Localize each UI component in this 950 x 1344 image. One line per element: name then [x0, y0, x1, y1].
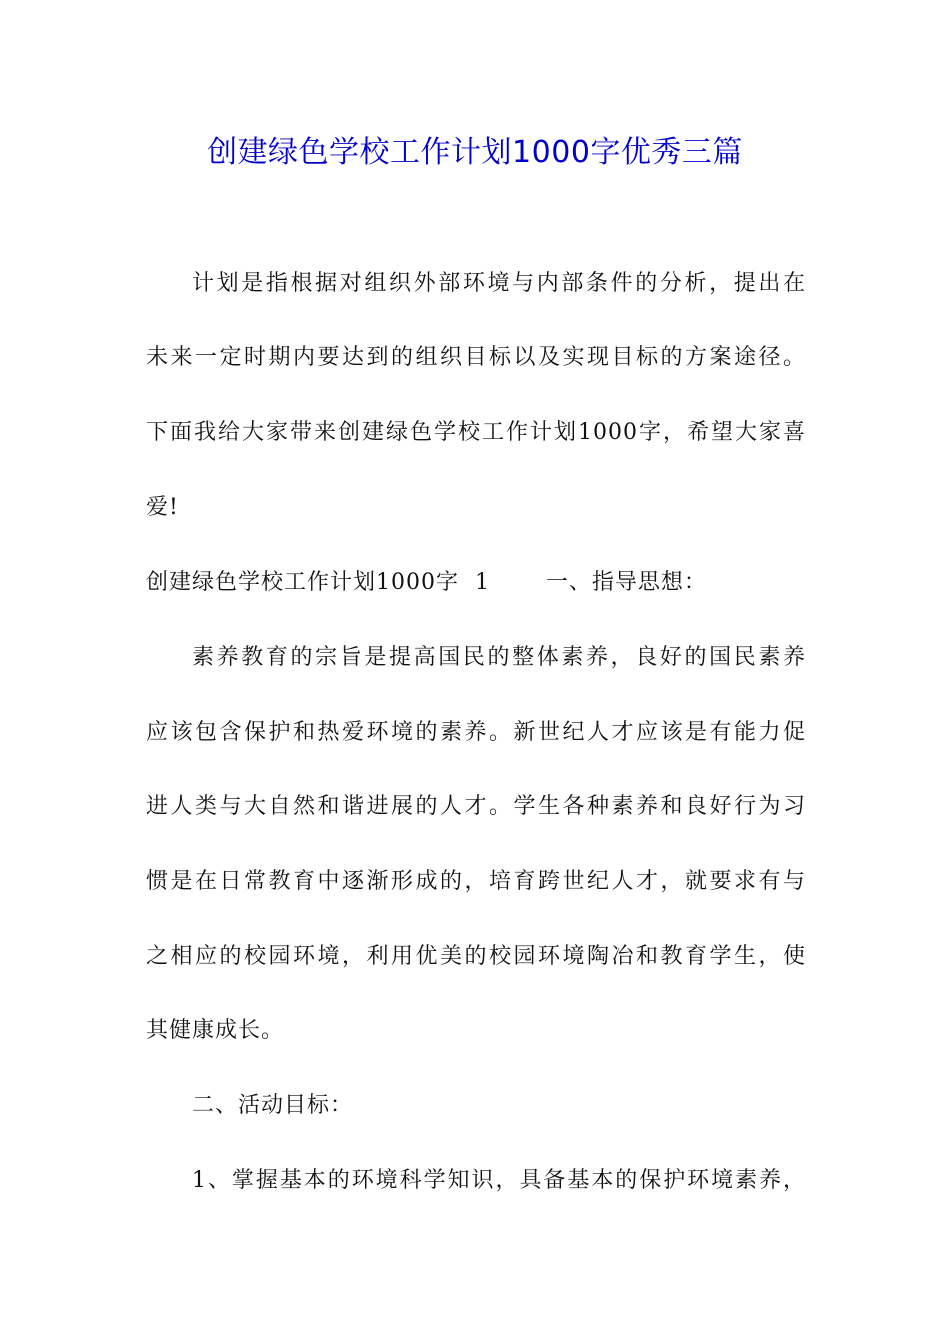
paragraph-line: 素养教育的宗旨是提高国民的整体素养，良好的国民素养 [192, 645, 806, 670]
paragraph-line: 应该包含保护和热爱环境的素养。新世纪人才应该是有能力促 [146, 720, 806, 745]
paragraph-line: 下面我给大家带来创建绿色学校工作计划1000字，希望大家喜 [146, 420, 806, 445]
paragraph-line: 之相应的校园环境，利用优美的校园环境陶冶和教育学生，使 [146, 944, 806, 969]
paragraph-line: 计划是指根据对组织外部环境与内部条件的分析，提出在 [192, 271, 806, 296]
paragraph-line: 爱! [146, 495, 179, 520]
section-heading-line: 二、活动目标： [192, 1093, 354, 1118]
paragraph-line: 其健康成长。 [146, 1018, 285, 1043]
paragraph-line: 惯是在日常教育中逐渐形成的，培育跨世纪人才，就要求有与 [146, 869, 806, 894]
list-item-line: 1、掌握基本的环境科学知识，具备基本的保护环境素养， [192, 1168, 806, 1193]
paragraph-line: 进人类与大自然和谐进展的人才。学生各种素养和良好行为习 [146, 794, 806, 819]
section-heading-line: 创建绿色学校工作计划1000字 1 一、指导思想： [146, 570, 707, 595]
document-title: 创建绿色学校工作计划1000字优秀三篇 [207, 135, 743, 170]
paragraph-line: 未来一定时期内要达到的组织目标以及实现目标的方案途径。 [146, 345, 806, 370]
